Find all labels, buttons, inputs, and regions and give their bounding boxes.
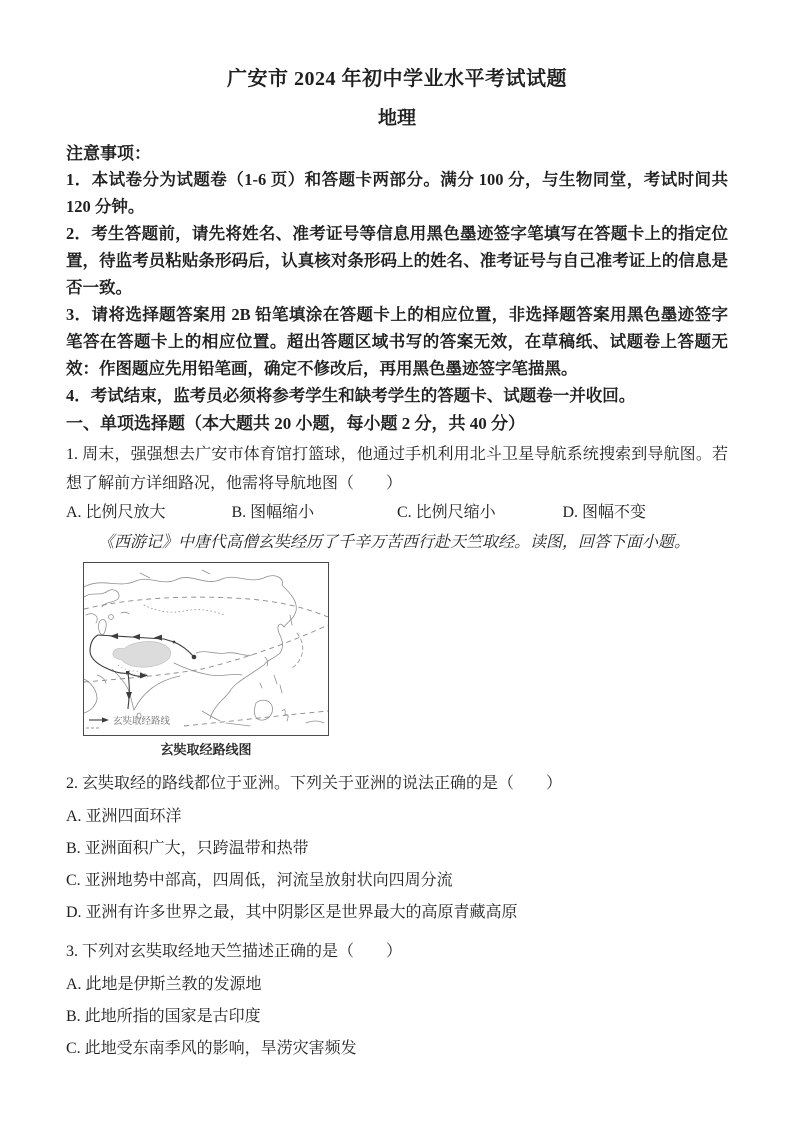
question-2-option-b: B. 亚洲面积广大，只跨温带和热带 (66, 840, 309, 857)
map-legend-label: 玄奘取经路线 (113, 717, 171, 727)
question-2-block (66, 769, 728, 926)
latitude-lines (84, 597, 328, 726)
question-3-stem: 3. 下列对玄奘取经地天竺描述正确的是（ ） (66, 943, 403, 960)
notice-item-3: 3．请将选择题答案用 2B 铅笔填涂在答题卡上的相应位置，非选择题答案用黑色墨迹签字笔答在答题卡上的相应位置。超出答题区域书写的答案无效，在草稿纸、试题卷上答题无效：作图题应先用铅笔画，确定不修改后，再用黑色墨迹签字笔描黑。 (66, 305, 728, 378)
question-3-option-b: B. 此地所指的国家是古印度 (66, 1008, 261, 1025)
question-3-option-a: A. 此地是伊斯兰教的发源地 (66, 976, 262, 993)
question-2-option-a: A. 亚洲四面环洋 (66, 808, 182, 825)
legend-arrow-icon (102, 717, 109, 722)
question-1-stem: 1. 周末，强强想去广安市体育馆打篮球，他通过手机利用北斗卫星导航系统搜索到导航图。若想了解前方详细路况，他需将导航地图（ ） (66, 446, 728, 492)
question-1-options (66, 498, 728, 527)
section-heading: 一、单项选择题（本大题共 20 小题，每小题 2 分，共 40 分） (66, 414, 525, 433)
notice-item-1: 1．本试卷分为试题卷（1-6 页）和答题卡两部分。满分 100 分，与生物同堂，考试时间共 120 分钟。 (66, 170, 728, 216)
asia-route-map (83, 562, 329, 736)
question-1-option-c: C. 比例尺缩小 (397, 504, 496, 521)
reading-passage: 《西游记》中唐代高僧玄奘经历了千辛万苦西行赴天竺取经。读图，回答下面小题。 (98, 534, 691, 551)
question-2-option-d: D. 亚洲有许多世界之最，其中阴影区是世界最大的高原青藏高原 (66, 904, 518, 921)
question-1-option-b: B. 图幅缩小 (231, 504, 315, 521)
map-legend (86, 715, 171, 728)
question-2-option-c: C. 亚洲地势中部高，四周低，河流呈放射状向四周分流 (66, 872, 453, 889)
map-caption: 玄奘取经路线图 (160, 742, 252, 757)
question-1-option-d: D. 图幅不变 (562, 504, 647, 521)
subject-title: 地理 (377, 108, 416, 129)
notice-item-4: 4．考试结束，监考员必须将参考学生和缺考学生的答题卡、试题卷一并收回。 (66, 386, 636, 405)
question-3-block (66, 937, 728, 1062)
question-3-option-c: C. 此地受东南季风的影响，旱涝灾害频发 (66, 1040, 357, 1057)
route-map-figure (83, 562, 329, 758)
question-1-option-a: A. 比例尺放大 (66, 504, 166, 521)
question-2-stem: 2. 玄奘取经的路线都位于亚洲。下列关于亚洲的说法正确的是（ ） (66, 775, 563, 792)
notice-heading: 注意事项： (66, 144, 151, 163)
notice-item-2: 2．考生答题前，请先将姓名、准考证号等信息用黑色墨迹签字笔填写在答题卡上的指定位置，待监考员粘贴条形码后，认真核对条形码上的姓名、准考证号与自己准考证上的信息是否一致。 (66, 224, 728, 297)
page-title: 广安市 2024 年初中学业水平考试试题 (227, 68, 567, 90)
plateau-shaded-region (113, 641, 171, 667)
